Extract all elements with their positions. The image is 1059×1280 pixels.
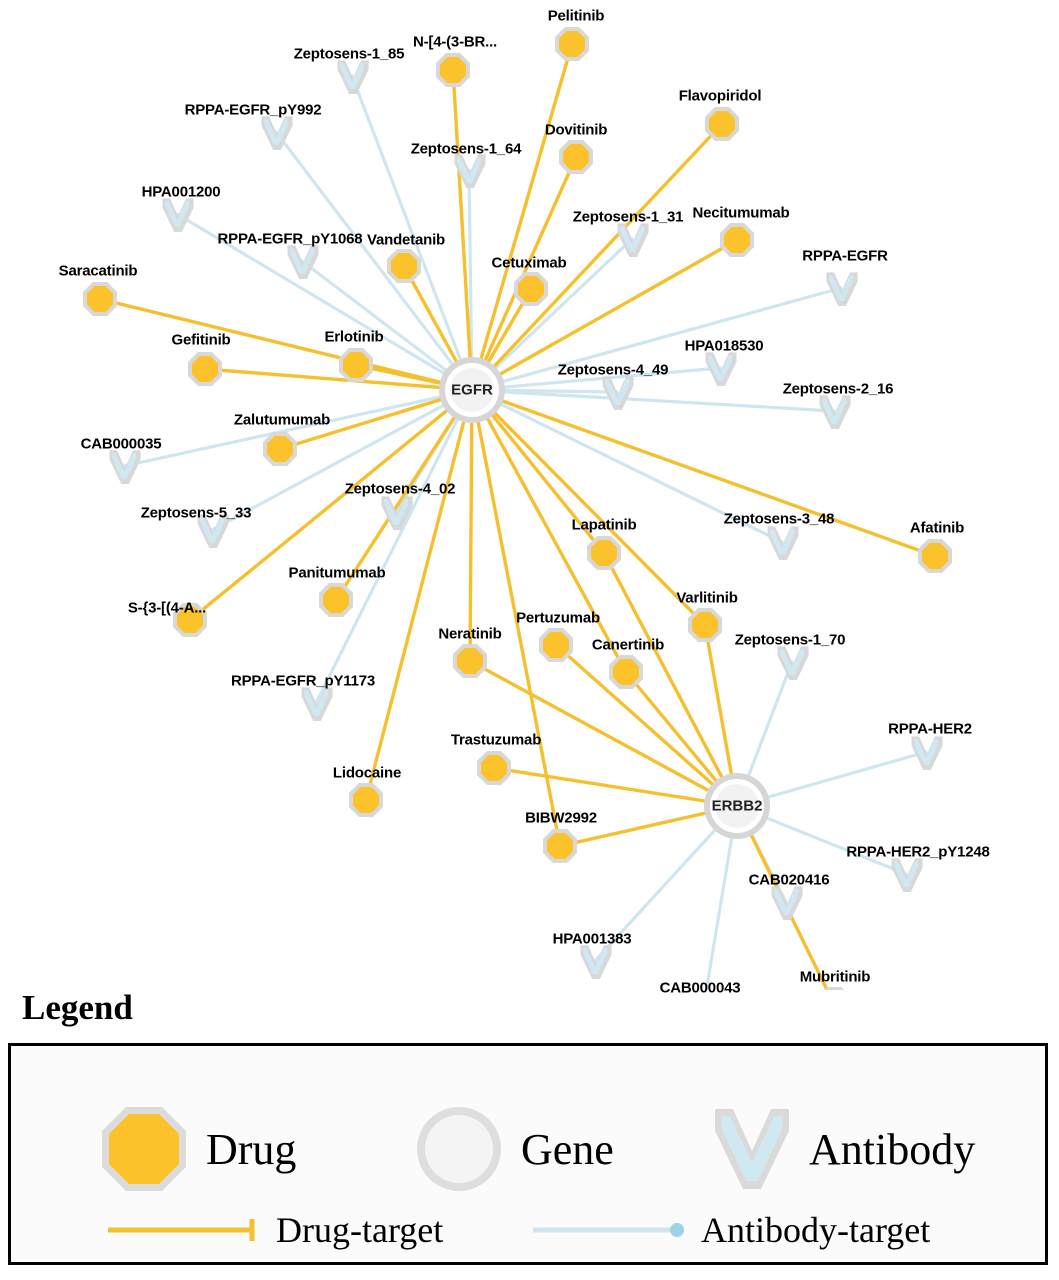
legend-label-gene: Gene xyxy=(521,1124,614,1174)
drug-label: Lidocaine xyxy=(332,764,402,782)
antibody-label: CAB000043 xyxy=(659,979,741,997)
antibody-label: CAB000035 xyxy=(80,435,162,453)
antibody-label: Zeptosens-3_48 xyxy=(723,510,835,528)
drug-label: Dovitinib xyxy=(544,121,608,139)
drug-node[interactable] xyxy=(543,829,577,863)
antibody-label: Zeptosens-1_85 xyxy=(293,45,405,63)
drug-label: Mubritinib xyxy=(799,968,871,986)
legend-label-antibody: Antibody xyxy=(809,1124,976,1174)
drug-node[interactable] xyxy=(339,348,373,382)
drug-node[interactable] xyxy=(539,628,573,662)
drug-label: Erlotinib xyxy=(324,328,384,346)
drug-label: Canertinib xyxy=(591,636,665,654)
drug-node[interactable] xyxy=(918,539,952,573)
legend-label-drug: Drug xyxy=(206,1124,297,1174)
drug-label: Flavopiridol xyxy=(678,87,762,105)
antibody-label: CAB020416 xyxy=(748,871,830,889)
legend-label-antibody-target: Antibody-target xyxy=(701,1210,931,1250)
drug-label: Vandetanib xyxy=(366,231,446,249)
drug-node[interactable] xyxy=(83,282,117,316)
drug-node[interactable] xyxy=(436,53,470,87)
drug-label: Pertuzumab xyxy=(516,609,600,627)
drug-label: Necitumumab xyxy=(692,204,790,222)
antibody-label: RPPA-EGFR_pY1173 xyxy=(230,672,376,690)
antibody-label: RPPA-HER2 xyxy=(888,720,972,738)
drug-target-edge-icon xyxy=(106,1215,266,1245)
antibody-label: RPPA-EGFR xyxy=(802,247,888,265)
antibody-label: RPPA-EGFR_pY1068 xyxy=(217,230,363,248)
drug-label: Lapatinib xyxy=(571,516,637,534)
drug-label: BIBW2992 xyxy=(525,809,597,827)
antibody-label: HPA001200 xyxy=(141,183,221,201)
gene-label: EGFR xyxy=(451,381,493,399)
legend-box xyxy=(8,1043,1048,1265)
antibody-label: Zeptosens-1_64 xyxy=(410,140,522,158)
drug-label: Afatinib xyxy=(909,519,965,537)
legend-item-drug-target xyxy=(106,1209,443,1251)
antibody-label: HPA018530 xyxy=(684,337,764,355)
antibody-label: Zeptosens-4_49 xyxy=(557,361,669,379)
legend-item-gene xyxy=(411,1101,614,1197)
legend-item-antibody xyxy=(709,1101,975,1197)
antibody-icon xyxy=(709,1101,795,1197)
antibody-label: Zeptosens-4_02 xyxy=(344,480,456,498)
drug-label: Gefitinib xyxy=(171,331,231,349)
drug-label: Saracatinib xyxy=(58,262,138,280)
legend-item-drug xyxy=(96,1101,296,1197)
drug-label: Panitumumab xyxy=(288,564,386,582)
gene-label: ERBB2 xyxy=(711,797,763,815)
drug-label: S-{3-[(4-A... xyxy=(127,599,207,617)
drug-node[interactable] xyxy=(453,644,487,678)
legend xyxy=(0,988,1059,1280)
drug-label: Varlitinib xyxy=(676,589,738,607)
drug-node[interactable] xyxy=(319,583,353,617)
antibody-label: Zeptosens-2_16 xyxy=(782,380,894,398)
drug-node[interactable] xyxy=(188,352,222,386)
antibody-label: RPPA-HER2_pY1248 xyxy=(846,843,990,861)
drug-node[interactable] xyxy=(688,608,722,642)
drug-node[interactable] xyxy=(705,107,739,141)
drug-label: Zalutumumab xyxy=(233,411,331,429)
legend-item-antibody-target xyxy=(531,1209,930,1251)
drug-node[interactable] xyxy=(349,783,383,817)
gene-icon xyxy=(411,1101,507,1197)
drug-node[interactable] xyxy=(559,140,593,174)
drug-label: N-[4-(3-BR... xyxy=(412,33,498,51)
drug-node[interactable] xyxy=(263,432,297,466)
legend-title: Legend xyxy=(22,988,133,1027)
antibody-label: Zeptosens-1_70 xyxy=(734,631,846,649)
drug-node[interactable] xyxy=(720,223,754,257)
drug-label: Trastuzumab xyxy=(450,731,542,749)
drug-label: Cetuximab xyxy=(491,254,567,272)
drug-label: Neratinib xyxy=(438,625,502,643)
drug-node[interactable] xyxy=(555,27,589,61)
drug-node[interactable] xyxy=(387,249,421,283)
drug-node[interactable] xyxy=(514,272,548,306)
legend-label-drug-target: Drug-target xyxy=(276,1210,444,1250)
drug-node[interactable] xyxy=(477,751,511,785)
antibody-label: Zeptosens-1_31 xyxy=(572,208,684,226)
antibody-target-edge-icon xyxy=(531,1215,691,1245)
antibody-label: Zeptosens-5_33 xyxy=(140,504,252,522)
drug-node[interactable] xyxy=(609,655,643,689)
antibody-label: HPA001383 xyxy=(552,930,632,948)
antibody-label: RPPA-EGFR_pY992 xyxy=(184,101,322,119)
drug-icon xyxy=(96,1101,192,1197)
drug-node[interactable] xyxy=(587,536,621,570)
drug-label: Pelitinib xyxy=(547,7,605,25)
